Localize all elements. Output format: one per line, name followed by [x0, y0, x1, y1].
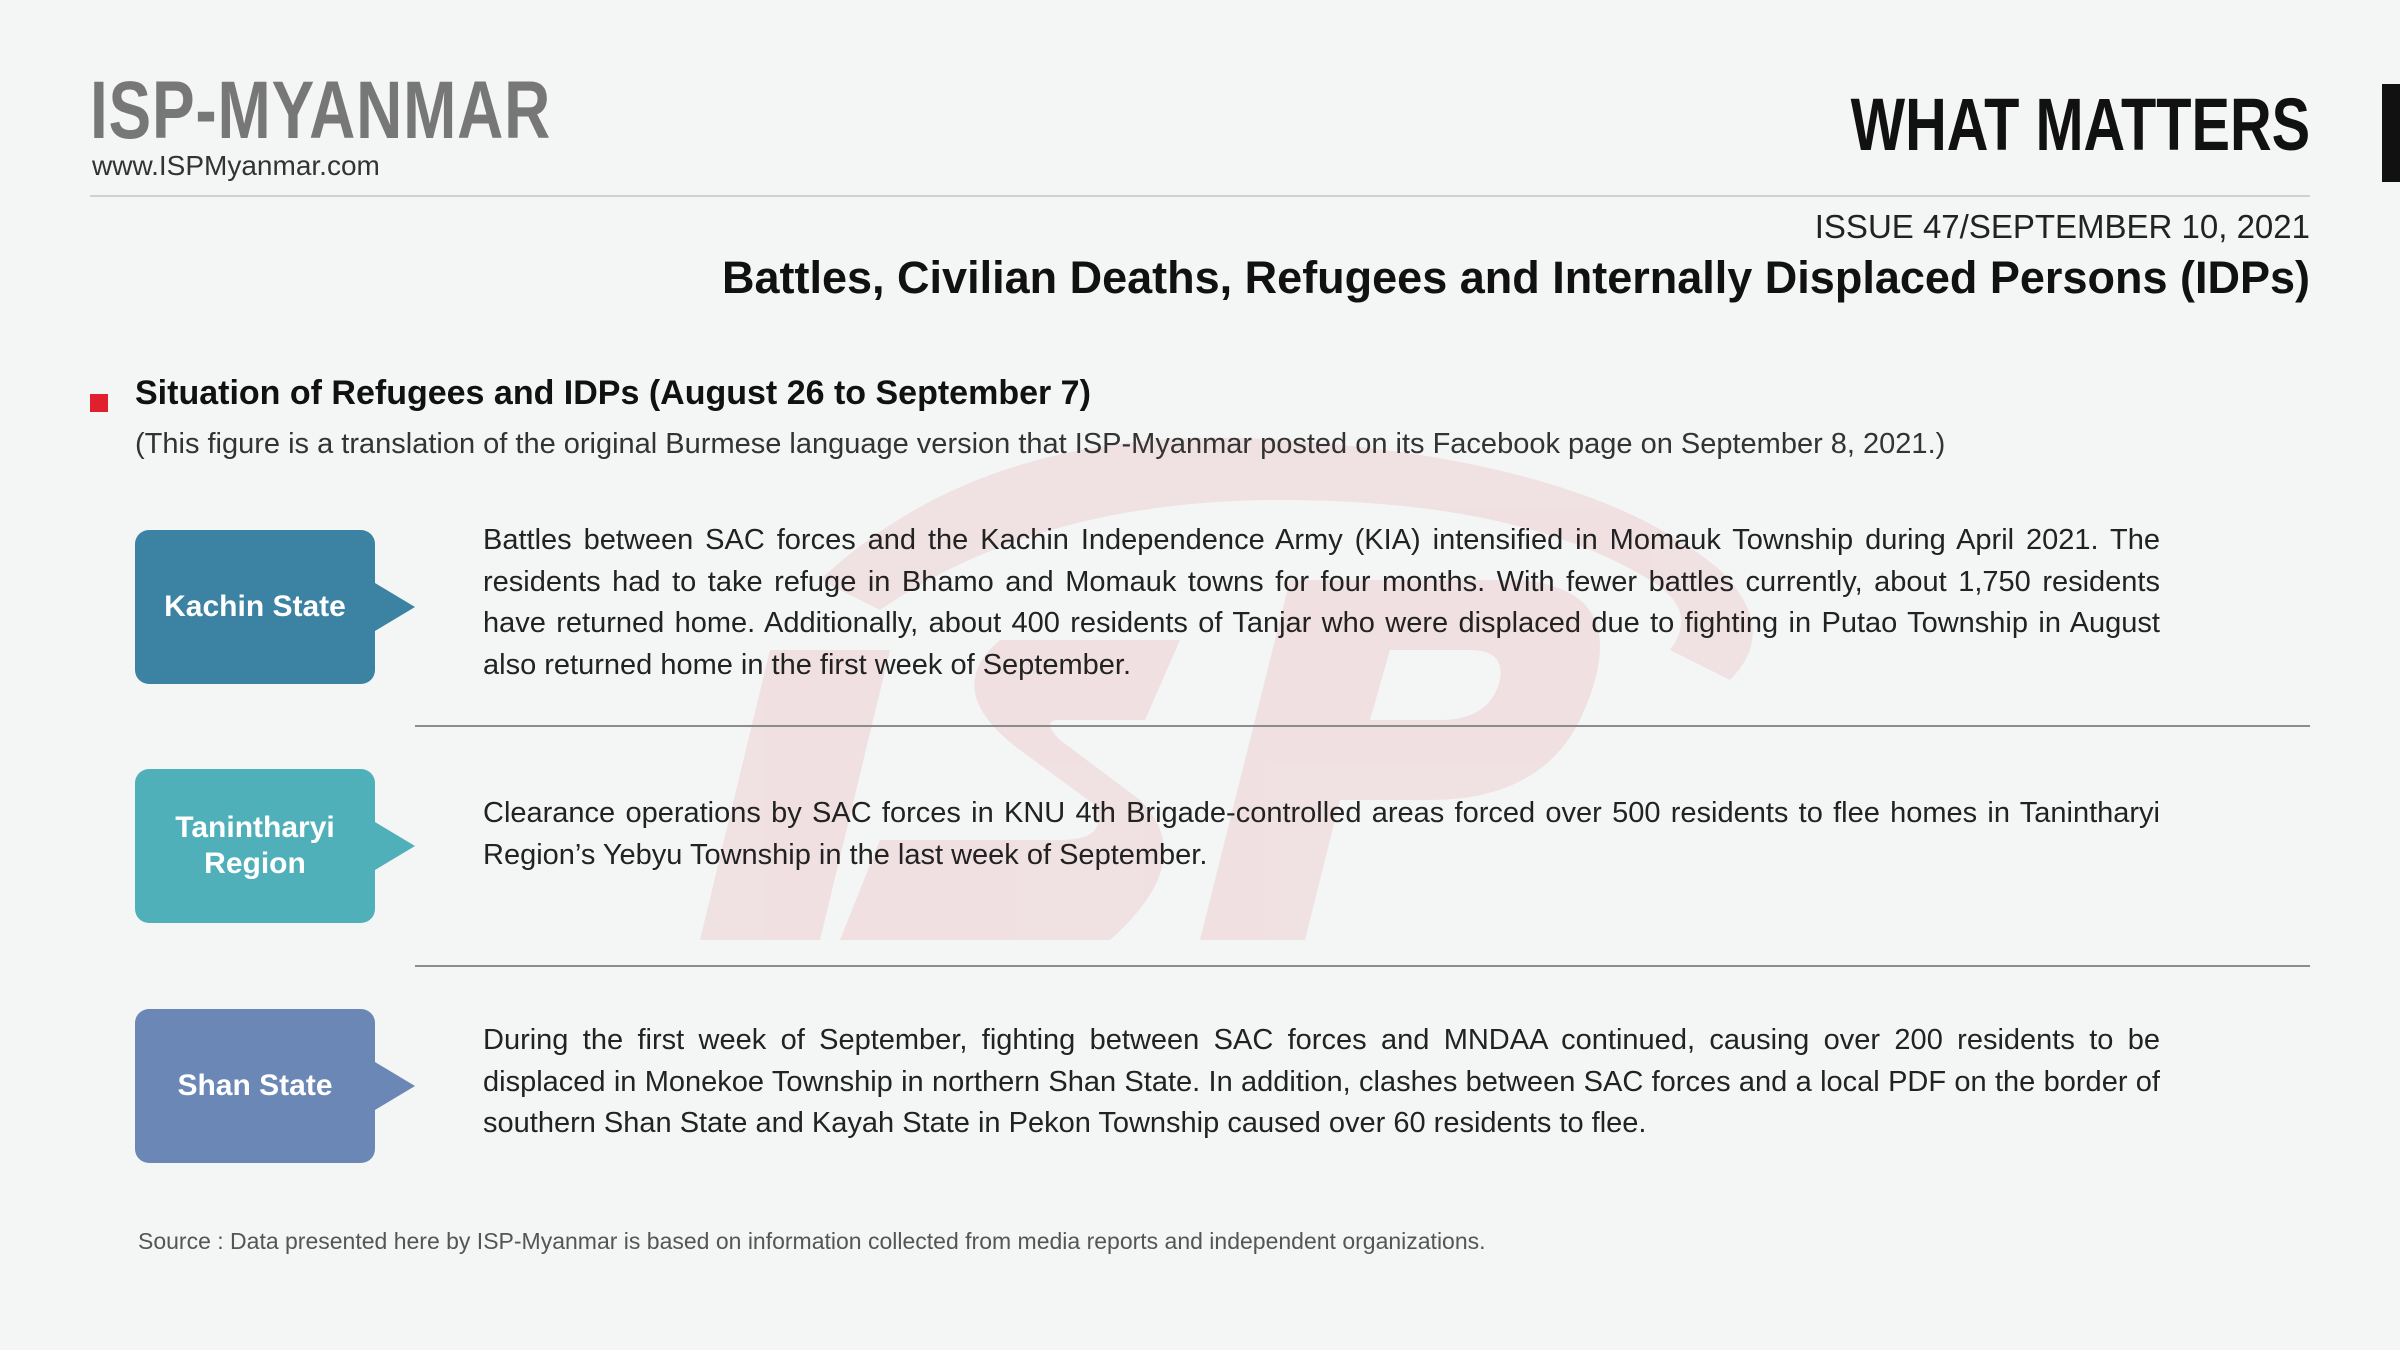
region-box-tanintharyi: [135, 769, 375, 923]
section-bullet-icon: [90, 394, 108, 412]
page-title: Battles, Civilian Deaths, Refugees and Internally Displaced Persons (IDPs): [722, 252, 2310, 303]
region-box-kachin: [135, 530, 375, 684]
region-description-shan: During the first week of September, fighting between SAC forces and MNDAA continued, causing over 200 residents to be displaced in Monekoe Township in northern Shan State. In addition, clashes between SAC forces and a local PDF on the border of southern Shan State and Kayah State in Pekon Township caused over 60 residents to flee.: [483, 1024, 2160, 1139]
source-note: Source : Data presented here by ISP-Myanmar is based on information collected from media reports and independent organizations.: [138, 1228, 1486, 1254]
issue-date: ISSUE 47/SEPTEMBER 10, 2021: [1814, 208, 2310, 245]
series-title: WHAT MATTERS: [1850, 83, 2310, 166]
side-accent-bar: [2382, 84, 2400, 182]
region-label: Shan State: [177, 1069, 333, 1102]
region-label: Kachin State: [164, 590, 346, 623]
region-arrow-icon: [375, 583, 415, 631]
region-box-shan: [135, 1009, 375, 1163]
section-title: Situation of Refugees and IDPs (August 26 to September 7): [135, 374, 1091, 412]
region-arrow-icon: [375, 1062, 415, 1110]
region-description-kachin: Battles between SAC forces and the Kachin Independence Army (KIA) intensified in Momauk Township during April 2021. The residents had to take refuge in Bhamo and Momauk towns for four months. With fewer battles currently, about 1,750 residents have returned home. Additionally, about 400 residents of Tanjar who were displaced due to fighting in Putao Township in August also returned home in the first week of September.: [483, 524, 2160, 681]
region-arrow-icon: [375, 822, 415, 870]
row-divider: [415, 725, 2310, 727]
website-url[interactable]: www.ISPMyanmar.com: [92, 150, 380, 181]
header-divider: [90, 195, 2310, 197]
region-label: Tanintharyi Region: [175, 811, 335, 880]
brand-logo-text: ISP-MYANMAR: [90, 65, 552, 156]
section-note: (This figure is a translation of the original Burmese language version that ISP-Myanmar posted on its Facebook page on September 8, 2021.): [135, 428, 1946, 460]
row-divider: [415, 965, 2310, 967]
region-description-tanintharyi: Clearance operations by SAC forces in KNU 4th Brigade-controlled areas forced over 500 residents to flee homes in Tanintharyi Region’s Yebyu Township in the last week of September.: [483, 797, 2160, 871]
